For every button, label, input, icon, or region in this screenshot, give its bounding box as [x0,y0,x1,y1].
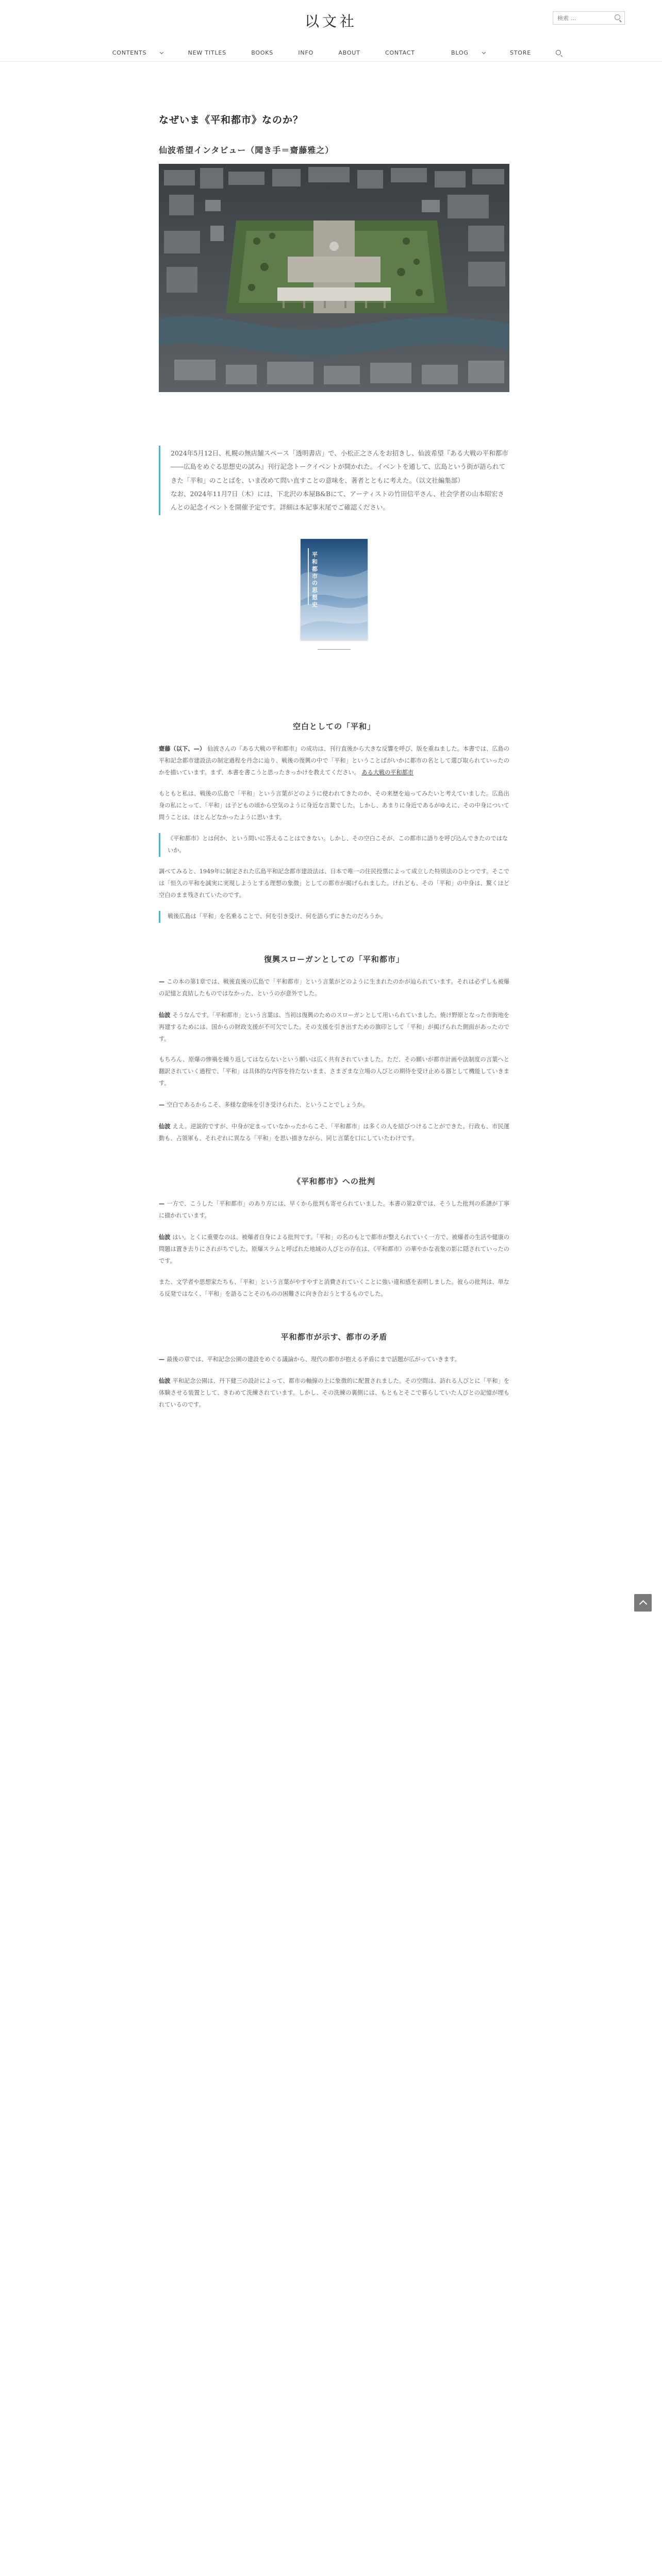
intro-note: なお、2024年11月7日（木）には、下北沢の本屋B&Bにて、アーティストの竹田信平さん、社会学者の山本昭宏さんとの記念イベントを開催予定です。詳細は本記事末尾でご確認ください。 [171,489,504,511]
speaker-label: 仙波 [159,1011,171,1019]
nav-item-info[interactable]: INFO [298,49,314,56]
nav-item-about[interactable]: ABOUT [338,49,360,56]
scroll-to-top-button[interactable] [634,1594,652,1612]
paragraph-text: この本の第1章では、戦後直後の広島で「平和都市」という言葉がどのように生まれたのかが辿られています。それは必ずしも被爆の記憶と直結したものではなかった、というのが意外でした。 [159,978,509,997]
paragraph-text: また、文学者や思想家たちも、「平和」という言葉がやすやすと消費されていくことに強い違和感を表明しました。彼らの批判は、単なる反発ではなく、「平和」を語ることそのものの困難さに向き合おうとするものでした。 [159,1278,509,1297]
section-heading: 《平和都市》への批判 [292,1177,375,1187]
interview-paragraph [159,1231,509,1267]
nav-item-blog[interactable] [440,49,485,56]
quote-text: 《平和都市》とは何か、という問いに答えることはできない。しかし、その空白こそが、この都市に語りを呼び込んできたのではないか。 [168,835,508,854]
speaker-label: 仙波 [159,1233,171,1241]
interview-paragraph [159,788,509,824]
speaker-label: — [159,1101,165,1109]
nav-item-contents[interactable] [101,49,163,56]
header-search-box[interactable] [553,11,625,25]
search-icon[interactable] [615,14,620,20]
book-link[interactable]: ある大戦の平和都市 [361,769,414,776]
nav-item-books[interactable]: BOOKS [251,49,274,56]
section-heading: 復興スローガンとしての「平和都市」 [264,954,404,964]
article [159,112,509,1420]
nav-label: BLOG [451,49,469,56]
interview-paragraph [159,1121,509,1145]
paragraph-text: 一方で、こうした「平和都市」のあり方には、早くから批判も寄せられていました。本書の第2章では、そうした批判の系譜が丁寧に描かれています。 [159,1200,509,1219]
book-cover-art [301,539,368,640]
aerial-photo-image [159,164,509,392]
speaker-label: 仙波 [159,1123,171,1130]
interview-paragraph [159,1054,509,1090]
book-cover-block [301,539,368,650]
main-nav [0,49,662,56]
paragraph-text: はい。とくに重要なのは、被爆者自身による批判です。「平和」の名のもとで都市が整えられていく一方で、被爆者の生活や健康の問題は置き去りにされがちでした。原爆スラムと呼ばれた地域の人びとの存在は、《平和都市》の華やかな表象の影に隠されていったのです。 [159,1234,509,1264]
paragraph-text: そうなんです。「平和都市」という言葉は、当初は復興のためのスローガンとして用いられていました。焼け野原となった市街地を再建するためには、国からの財政支援が不可欠でした。その支援を引き出すための旗印として「平和」が掲げられた側面があったのです。 [159,1011,509,1042]
speaker-label: — [159,977,165,985]
chevron-down-icon [482,50,486,54]
paragraph-text: ええ。逆説的ですが、中身が定まっていなかったからこそ、「平和都市」は多くの人を結びつけることができた。行政も、市民運動も、占領軍も、それぞれに異なる「平和」を思い描きながら、同じ言葉を口にしていたわけです。 [159,1123,509,1142]
interview-paragraph [159,1375,509,1411]
nav-item-contact[interactable]: CONTACT [385,49,415,56]
speaker-label: 齋藤（以下、—） [159,745,206,753]
site-logo[interactable]: 以文社 [304,13,357,30]
paragraph-text: 最後の章では、平和記念公園の建設をめぐる議論から、現代の都市が抱える矛盾にまで話題が広がっていきます。 [167,1355,460,1363]
page-title: なぜいま《平和都市》なのか？ [159,114,304,126]
section-city-contradiction [159,1331,509,1411]
interview-paragraph [159,1099,509,1111]
speaker-label: 仙波 [159,1377,171,1384]
paragraph-text: もともと私は、戦後の広島で「平和」という言葉がどのように使われてきたのか、その来歴を辿ってみたいと考えていました。広島出身の私にとって、「平和」は子どもの頃から空気のように身近な言葉でした。しかし、あまりに身近であるがゆえに、その中身について問うことは、ほとんどなかったように思います。 [159,790,509,821]
pull-quote [159,833,509,857]
intro-blockquote [159,446,509,515]
interview-paragraph [159,1277,509,1300]
paragraph-text: 空白であるからこそ、多様な意味を引き受けられた、ということでしょうか。 [167,1101,369,1109]
nav-item-new-titles[interactable]: NEW TITLES [188,49,226,56]
interview-paragraph [159,866,509,902]
divider [318,649,351,650]
pull-quote [159,911,509,923]
intro-text: 2024年5月12日、札幌の無店舗スペース「透明書店」で、小松正之さんをお招きし、仙波希望『ある大戦の平和都市――広島をめぐる思想史の試み』刊行記念トークイベントが開かれた。イベントを通して、広島という街が語られてきた「平和」のことばを、いま改めて問い直すことの意味を、著者とともに考えた。（以文社編集部） [171,449,508,484]
search-icon [556,50,561,55]
section-empty-peace [159,721,509,922]
section-reconstruction-slogan [159,954,509,1145]
section-heading: 平和都市が示す、都市の矛盾 [280,1332,388,1342]
aerial-photo-peace-park [159,164,509,392]
book-cover-image[interactable] [301,539,368,640]
section-criticism [159,1176,509,1300]
paragraph-text: 仙波さんの『ある大戦の平和都市』の成功は、刊行直後から大きな反響を呼び、版を重ねました。本書では、広島の平和記念都市建設法の制定過程を丹念に辿り、戦後の復興の中で「平和」ということばがいかに都市の名として選び取られていったのかを描いています。まず、本書を書こうと思ったきっかけを教えてください。 [159,745,509,776]
paragraph-text: 平和記念公園は、丹下健三の設計によって、都市の軸線の上に象徴的に配置されました。その空間は、訪れる人びとに「平和」を体験させる装置として、きわめて洗練されています。しかし、その洗練の裏側には、もともとそこで暮らしていた人びとの記憶が埋もれているのです。 [159,1377,509,1408]
section-heading: 空白としての「平和」 [292,722,375,732]
interview-paragraph [159,743,509,779]
paragraph-text: 調べてみると、1949年に制定された広島平和記念都市建設法は、日本で唯一の住民投票によって成立した特別法のひとつです。そこでは「恒久の平和を誠実に実現しようとする理想の象徴」としての都市が掲げられました。けれども、その「平和」の中身は、驚くほど空白のまま残されていたのです。 [159,868,509,899]
interview-paragraph [159,1009,509,1045]
speaker-label: — [159,1355,165,1363]
book-title-text: 平和都市の思想史 [312,551,318,608]
interview-paragraph [159,976,509,1000]
article-subtitle: 仙波希望インタビュー（聞き手＝齋藤雅之） [159,145,334,155]
nav-item-store[interactable]: STORE [510,49,531,56]
nav-search-button[interactable] [556,49,561,56]
interview-paragraph [159,1198,509,1222]
chevron-down-icon [160,50,163,54]
search-input[interactable] [553,12,610,24]
paragraph-text: もちろん、原爆の惨禍を繰り返してはならないという願いは広く共有されていました。ただ、その願いが都市計画や法制度の言葉へと翻訳されていく過程で、「平和」は具体的な内容を持たないまま、さまざまな立場の人びとの期待を受け止める器として機能していきます。 [159,1056,509,1087]
site-header [0,0,662,62]
nav-label: CONTENTS [112,49,147,56]
quote-text: 戦後広島は「平和」を名乗ることで、何を引き受け、何を語らずにきたのだろうか。 [168,912,387,920]
speaker-label: — [159,1200,165,1208]
interview-paragraph [159,1353,509,1366]
